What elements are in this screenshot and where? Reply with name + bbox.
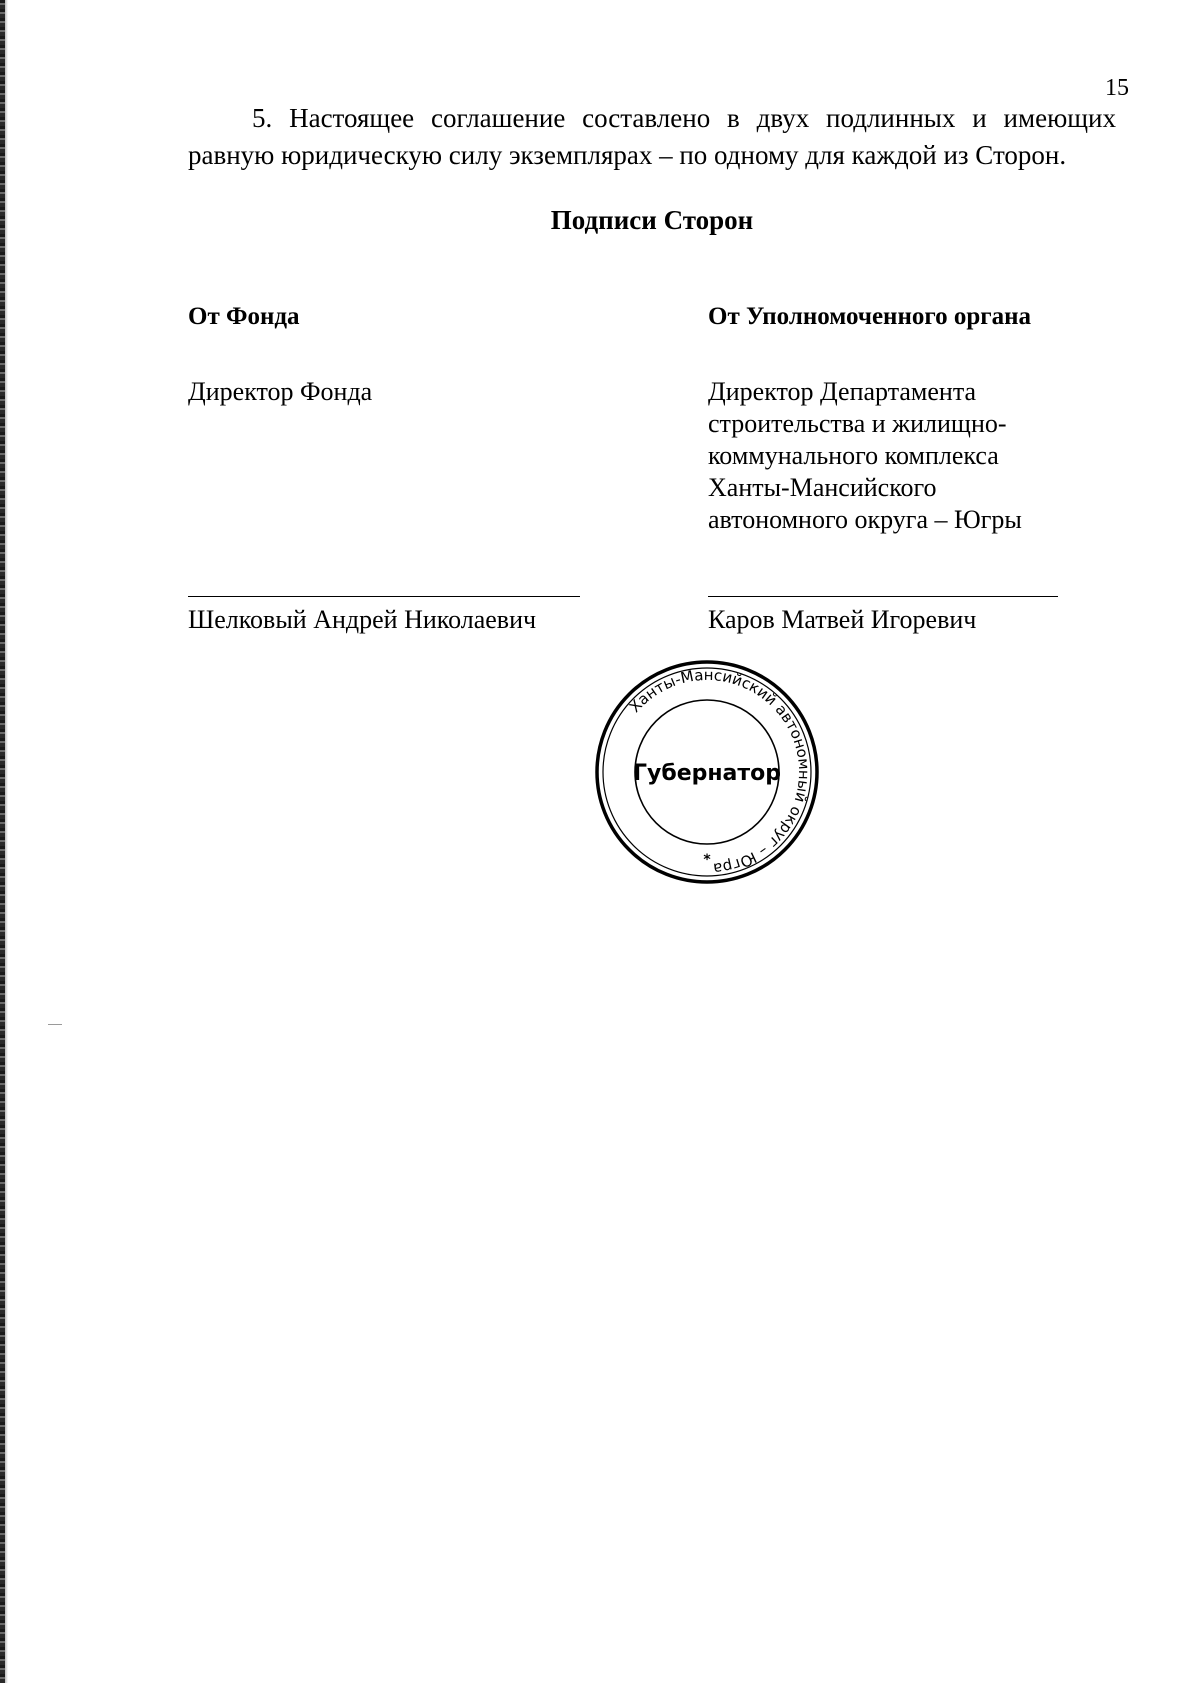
governor-seal: [592, 657, 822, 887]
signatures-heading: Подписи Сторон: [550, 205, 754, 235]
party-authority-position: [708, 376, 1128, 536]
party-authority-column: [708, 300, 1128, 536]
page-number: 15: [1105, 75, 1129, 101]
party-fund-heading: От Фонда: [188, 303, 300, 330]
position-line: Директор Департамента: [708, 377, 977, 406]
position-line: коммунального комплекса: [708, 441, 999, 470]
party-authority-heading: От Уполномоченного органа: [708, 303, 1031, 330]
party-fund-position: [188, 376, 608, 408]
position-line: автономного округа – Югры: [708, 505, 1022, 534]
seal-ring-text: Ханты-Мансийский автономный округ – Югра: [625, 665, 814, 878]
scan-edge-shadow: [5, 0, 8, 1683]
position-line: Директор Фонда: [188, 377, 373, 406]
signer-fund-name: Шелковый Андрей Николаевич: [188, 605, 537, 634]
seal-star-mark: *: [703, 852, 711, 868]
position-line: Ханты-Мансийского: [708, 473, 937, 502]
scan-speck: [48, 1024, 62, 1025]
position-line: строительства и жилищно-: [708, 409, 1007, 438]
party-fund-column: [188, 300, 608, 408]
seal-center-text: Губернатор: [632, 761, 782, 786]
signer-authority-name: Каров Матвей Игоревич: [708, 605, 977, 634]
clause-paragraph: 5. Настоящее соглашение составлено в двух подлинных и имеющих равную юридическую силу экземплярах – по одному для каждой из Сторон.: [188, 103, 1116, 170]
signature-line-authority: [708, 596, 1058, 597]
signature-line-fund: [188, 596, 580, 597]
